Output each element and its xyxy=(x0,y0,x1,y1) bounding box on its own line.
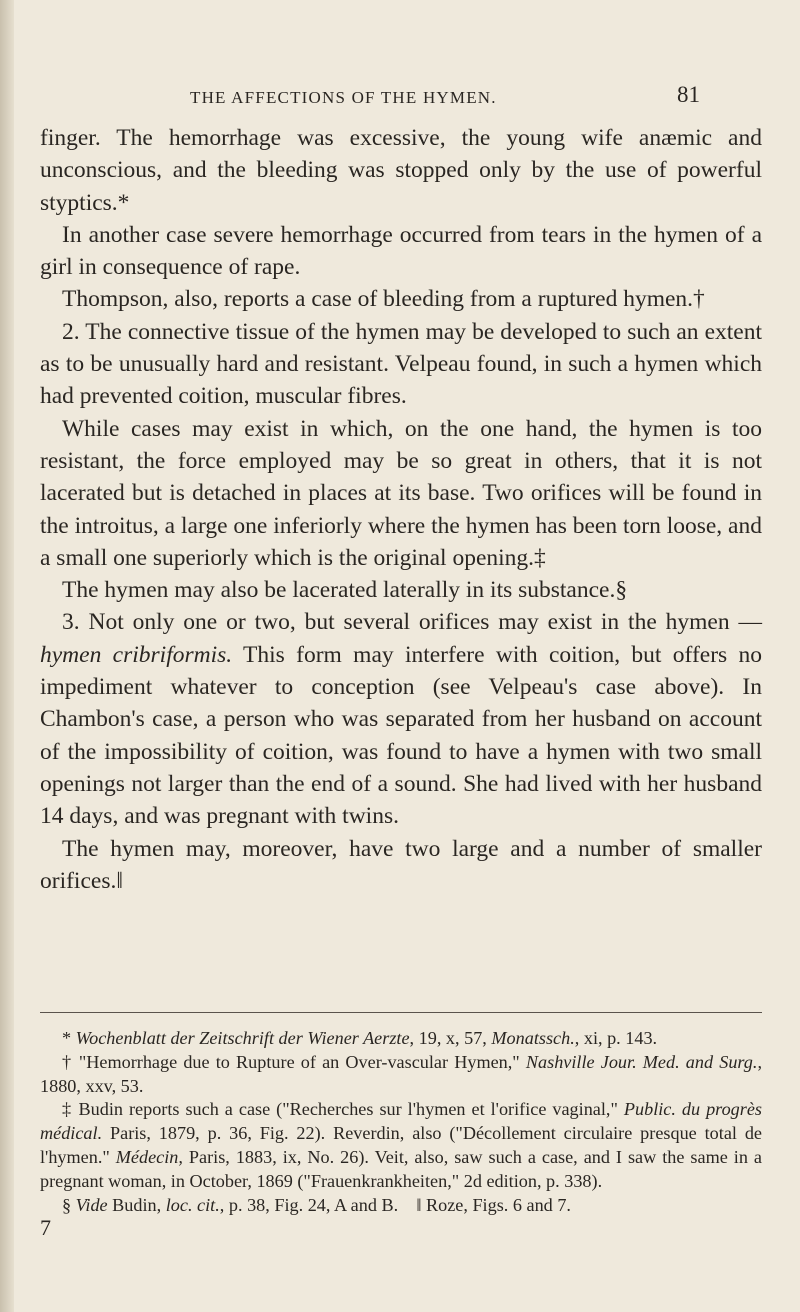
footnotes xyxy=(40,1027,762,1239)
footnote-1-mid: , 19, x, 57, xyxy=(409,1028,492,1048)
footnote-4-end: , p. 38, Fig. 24, A and B. xyxy=(219,1194,399,1215)
page-number: 81 xyxy=(677,82,700,107)
page-binding-edge xyxy=(0,0,14,1312)
footnote-2-end: , 1880, xxv, 53. xyxy=(40,1051,762,1096)
paragraph-7-end: This form may interfere with coition, but offers no impediment whatever to conception (see Velpeau's case above). In Chambon's case, a person who was separated from her husband on account of the impossibility of coition, was found to have a hymen with two small openings not larger than the end of a sound. She had lived with her husband 14 days, and was pregnant with twins. xyxy=(40,641,762,830)
running-title: THE AFFECTIONS OF THE HYMEN. xyxy=(190,88,497,107)
paragraph-4: 2. The connective tissue of the hymen may be developed to such an extent as to be unusually hard and resistant. Velpeau found, in such a hymen which had prevented coition, muscular fibres. xyxy=(40,318,762,410)
footnote-2 xyxy=(40,1051,762,1099)
paragraph-7-start: 3. Not only one or two, but several orifices may exist in the hymen — xyxy=(62,609,762,636)
footnote-3-journal-2: Médecin, xyxy=(115,1146,183,1167)
footnote-3-mid: Paris, 1879, p. 36, Fig. 22). Reverdin, also ("Décollement circulaire presque total de l'hymen." xyxy=(40,1123,762,1167)
footnote-1-journal: Wochenblatt der Zeitschrift der Wiener Aerzte xyxy=(75,1028,410,1048)
footnote-1-end: , xi, p. 143. xyxy=(574,1028,658,1048)
signature-mark: 7 xyxy=(40,1215,51,1241)
footnote-4-loc-cit: loc. cit. xyxy=(165,1194,220,1215)
footnote-divider xyxy=(40,1012,762,1013)
footnote-5: ‖ Roze, Figs. 6 and 7. xyxy=(416,1194,571,1215)
paragraph-6: The hymen may also be lacerated laterally in its substance.§ xyxy=(62,577,628,604)
paragraph-7-term: hymen cribriformis. xyxy=(40,641,233,668)
footnote-1 xyxy=(40,1027,762,1051)
footnote-4-vide: Vide xyxy=(75,1194,108,1215)
footnote-3-end: Paris, 1883, ix, No. 26). Veit, also, saw such a case, and I saw the same in a pregnant woman, in October, 1869 ("Frauenkrankheiten," 2d edition, p. 338). xyxy=(40,1146,762,1191)
paragraph-8: The hymen may, moreover, have two large and a number of smaller orifices.‖ xyxy=(40,835,762,894)
footnote-4-line xyxy=(40,1194,762,1218)
paragraph-3: Thompson, also, reports a case of bleeding from a ruptured hymen.† xyxy=(62,286,705,313)
paragraph-7 xyxy=(40,606,762,832)
paragraph-2: In another case severe hemorrhage occurred from tears in the hymen of a girl in consequence of rape. xyxy=(40,221,762,281)
footnote-3 xyxy=(40,1098,762,1193)
paragraph-5: While cases may exist in which, on the one hand, the hymen is too resistant, the force employed may be so great in others, that it is not lacerated but is detached in places at its base. Two orifices will be found in the introitus, a large one inferiorly where the hymen has been torn loose, and a small one superiorly which is the original opening.‡ xyxy=(40,415,762,571)
footnote-1-mark: * xyxy=(62,1028,76,1048)
footnote-2-journal: Nashville Jour. Med. and Surg. xyxy=(525,1051,758,1072)
paragraph-1: finger. The hemorrhage was excessive, the young wife anæmic and unconscious, and the bleeding was stopped only by the use of powerful styptics.* xyxy=(40,125,762,216)
footnote-4-start: § xyxy=(62,1194,76,1215)
footnote-3-start: ‡ Budin reports such a case ("Recherches sur l'hymen et l'orifice vaginal," xyxy=(62,1099,624,1120)
footnote-2-start: † "Hemorrhage due to Rupture of an Over-vascular Hymen," xyxy=(62,1051,526,1072)
footnote-4-mid: Budin, xyxy=(107,1194,166,1215)
footnote-1-journal-2: Monatssch. xyxy=(491,1028,575,1048)
page-header xyxy=(150,82,700,112)
footnote-3-journal: Public. du progrès médical. xyxy=(40,1099,762,1144)
body-text xyxy=(40,122,762,897)
